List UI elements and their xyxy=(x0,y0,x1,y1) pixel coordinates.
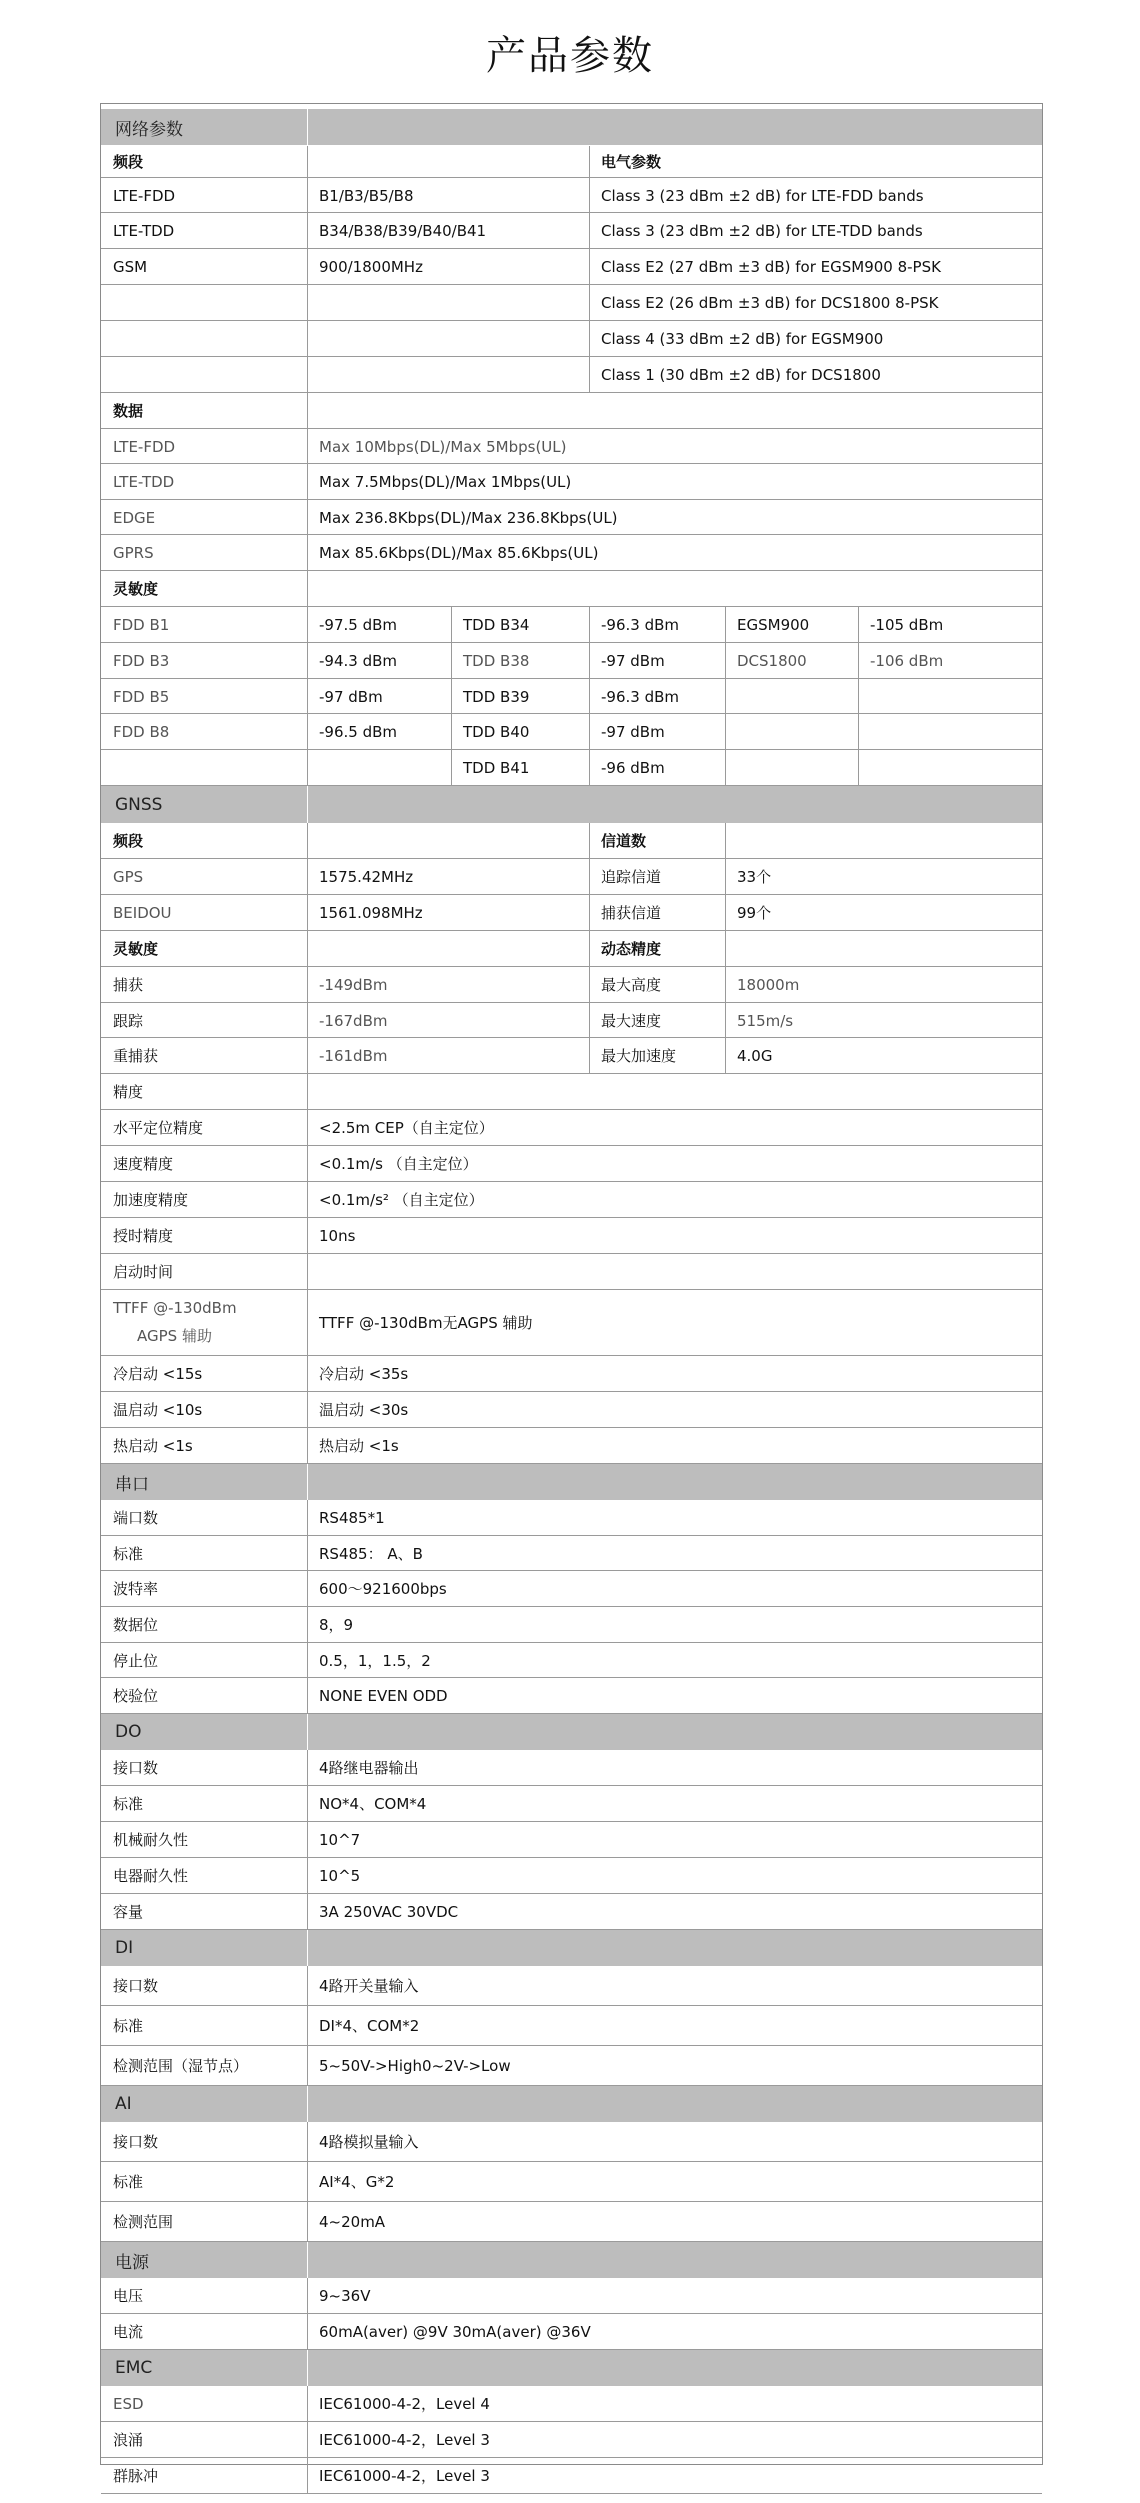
row-divider xyxy=(101,570,1042,571)
param-label: 群脉冲 xyxy=(113,2467,159,2485)
param-value: 捕获信道 xyxy=(601,904,662,922)
param-label: 灵敏度 xyxy=(113,940,159,958)
column-divider xyxy=(307,571,308,607)
param-label: GPRS xyxy=(113,544,154,562)
param-value: 0.5，1，1.5，2 xyxy=(319,1652,431,1670)
param-value: 4路继电器输出 xyxy=(319,1759,419,1777)
param-value: Class 4 (33 dBm ±2 dB) for EGSM900 xyxy=(601,330,884,348)
page-title: 产品参数 xyxy=(486,33,654,79)
param-label: 捕获 xyxy=(113,976,144,994)
column-divider xyxy=(307,750,308,786)
param-value: -149dBm xyxy=(319,976,388,994)
param-value: TDD B39 xyxy=(463,688,530,706)
param-value: 4~20mA xyxy=(319,2213,386,2231)
param-label: 灵敏度 xyxy=(113,580,159,598)
row-divider xyxy=(101,1606,1042,1607)
param-label: 水平定位精度 xyxy=(113,1119,204,1137)
column-divider xyxy=(589,146,590,178)
section-title: 网络参数 xyxy=(115,119,183,140)
param-value: 动态精度 xyxy=(601,940,662,958)
row-divider xyxy=(101,1037,1042,1038)
column-divider xyxy=(589,213,590,249)
section-title: DO xyxy=(115,1722,142,1742)
param-label: 波特率 xyxy=(113,1580,159,1598)
param-label: 启动时间 xyxy=(113,1263,174,1281)
column-divider xyxy=(307,321,308,357)
param-value: Class 1 (30 dBm ±2 dB) for DCS1800 xyxy=(601,366,881,384)
param-value: 最大加速度 xyxy=(601,1047,677,1065)
column-divider xyxy=(307,1110,308,1146)
row-divider xyxy=(101,2493,1042,2494)
column-divider xyxy=(307,967,308,1003)
column-divider xyxy=(451,750,452,786)
row-divider xyxy=(101,428,1042,429)
column-divider xyxy=(307,2122,308,2162)
column-divider xyxy=(307,1146,308,1182)
param-value: TTFF @-130dBm无AGPS 辅助 xyxy=(319,1314,533,1332)
param-label: LTE-FDD xyxy=(113,187,176,205)
param-label: EDGE xyxy=(113,509,156,527)
param-value: 10^5 xyxy=(319,1867,361,1885)
column-divider xyxy=(307,1356,308,1392)
column-divider xyxy=(725,967,726,1003)
row-divider xyxy=(101,2313,1042,2314)
column-divider xyxy=(307,213,308,249)
column-divider xyxy=(307,2006,308,2046)
param-value: -105 dBm xyxy=(870,616,944,634)
row-divider xyxy=(101,2201,1042,2202)
row-divider xyxy=(101,2005,1042,2006)
row-divider xyxy=(101,534,1042,535)
row-divider xyxy=(101,1570,1042,1571)
parameter-table xyxy=(100,103,1043,2485)
column-divider xyxy=(725,643,726,679)
column-divider xyxy=(307,1182,308,1218)
row-divider xyxy=(101,1355,1042,1356)
section-title: DI xyxy=(115,1938,134,1958)
column-divider xyxy=(451,643,452,679)
param-value: Max 7.5Mbps(DL)/Max 1Mbps(UL) xyxy=(319,473,572,491)
param-value: 99个 xyxy=(737,904,772,922)
column-divider xyxy=(307,1392,308,1428)
row-divider xyxy=(101,2161,1042,2162)
column-divider xyxy=(307,2386,308,2422)
column-divider xyxy=(307,1607,308,1643)
section-title: GNSS xyxy=(115,794,163,815)
section-header-serial xyxy=(101,1464,1042,1500)
column-divider xyxy=(589,285,590,321)
row-divider xyxy=(101,678,1042,679)
param-label: 数据位 xyxy=(113,1616,159,1634)
column-divider xyxy=(451,679,452,714)
param-value: Max 236.8Kbps(DL)/Max 236.8Kbps(UL) xyxy=(319,509,618,527)
column-divider xyxy=(589,714,590,750)
row-divider xyxy=(101,1073,1042,1074)
param-label: 容量 xyxy=(113,1903,144,1921)
param-value: 10ns xyxy=(319,1227,356,1245)
column-divider xyxy=(307,1678,308,1714)
param-value: 冷启动 <35s xyxy=(319,1365,409,1383)
section-title: AI xyxy=(115,2094,132,2114)
row-divider xyxy=(101,930,1042,931)
param-label: FDD B3 xyxy=(113,652,170,670)
row-divider xyxy=(101,1535,1042,1536)
param-label: 检测范围 xyxy=(113,2213,174,2231)
column-divider xyxy=(725,895,726,931)
column-divider xyxy=(307,1966,308,2006)
param-value: IEC61000-4-2，Level 3 xyxy=(319,2467,490,2485)
param-value: 1561.098MHz xyxy=(319,904,423,922)
param-value: B34/B38/B39/B40/B41 xyxy=(319,222,487,240)
section-title: 电源 xyxy=(115,2252,149,2273)
param-label: 重捕获 xyxy=(113,1047,159,1065)
row-divider xyxy=(101,966,1042,967)
section-title: 串口 xyxy=(115,1474,149,1495)
column-divider xyxy=(307,1290,308,1356)
param-value: -167dBm xyxy=(319,1012,388,1030)
row-divider xyxy=(101,1002,1042,1003)
param-value: DCS1800 xyxy=(737,652,807,670)
column-divider xyxy=(307,679,308,714)
param-label: 标准 xyxy=(113,2017,144,2035)
param-label: 机械耐久性 xyxy=(113,1831,189,1849)
param-value: 最大速度 xyxy=(601,1012,662,1030)
column-divider xyxy=(307,607,308,643)
row-divider xyxy=(101,320,1042,321)
param-value: IEC61000-4-2，Level 4 xyxy=(319,2395,490,2413)
column-divider xyxy=(589,321,590,357)
row-divider xyxy=(101,177,1042,178)
param-value: -106 dBm xyxy=(870,652,944,670)
param-label-line2: AGPS 辅助 xyxy=(137,1327,212,1345)
row-divider xyxy=(101,212,1042,213)
param-value: <0.1m/s （自主定位） xyxy=(319,1155,478,1173)
row-divider xyxy=(101,1857,1042,1858)
row-divider xyxy=(101,1217,1042,1218)
column-divider xyxy=(307,249,308,285)
param-label: 停止位 xyxy=(113,1652,159,1670)
param-label: BEIDOU xyxy=(113,904,172,922)
column-divider xyxy=(307,1428,308,1464)
column-divider xyxy=(589,823,590,859)
param-label: FDD B8 xyxy=(113,723,170,741)
param-value: 60mA(aver) @9V 30mA(aver) @36V xyxy=(319,2323,591,2341)
param-label: 标准 xyxy=(113,2173,144,2191)
row-divider xyxy=(101,356,1042,357)
column-divider xyxy=(589,607,590,643)
column-divider xyxy=(307,1750,308,1786)
column-divider xyxy=(307,643,308,679)
row-divider xyxy=(101,463,1042,464)
param-value: 4路开关量输入 xyxy=(319,1977,419,1995)
param-value: -96.3 dBm xyxy=(601,616,680,634)
param-label: 检测范围（湿节点） xyxy=(113,2057,249,2075)
row-divider xyxy=(101,1642,1042,1643)
column-divider xyxy=(589,1038,590,1074)
param-value: -96.5 dBm xyxy=(319,723,398,741)
param-value: Class 3 (23 dBm ±2 dB) for LTE-FDD bands xyxy=(601,187,924,205)
param-value: -97 dBm xyxy=(601,652,665,670)
column-divider xyxy=(307,2314,308,2350)
row-divider xyxy=(101,1785,1042,1786)
column-divider xyxy=(858,679,859,714)
param-label: 频段 xyxy=(113,832,144,850)
column-divider xyxy=(589,643,590,679)
column-divider xyxy=(858,643,859,679)
column-divider xyxy=(307,1536,308,1571)
column-divider xyxy=(307,393,308,429)
param-value: 信道数 xyxy=(601,832,647,850)
param-value: AI*4、G*2 xyxy=(319,2173,395,2191)
param-value: 电气参数 xyxy=(601,153,662,171)
param-value: TDD B41 xyxy=(463,759,530,777)
column-divider xyxy=(307,500,308,535)
column-divider xyxy=(307,1500,308,1536)
row-divider xyxy=(101,1181,1042,1182)
param-value: 温启动 <30s xyxy=(319,1401,409,1419)
param-label: 频段 xyxy=(113,153,144,171)
row-divider xyxy=(101,1821,1042,1822)
param-value: 5~50V->High0~2V->Low xyxy=(319,2057,511,2075)
section-header-gnss xyxy=(101,786,1042,823)
param-value: -96 dBm xyxy=(601,759,665,777)
column-divider xyxy=(307,1038,308,1074)
column-divider xyxy=(307,2046,308,2086)
row-divider xyxy=(101,1253,1042,1254)
section-header-emc xyxy=(101,2350,1042,2386)
column-divider xyxy=(307,285,308,321)
param-label: GSM xyxy=(113,258,148,276)
param-value: -161dBm xyxy=(319,1047,388,1065)
row-divider xyxy=(101,713,1042,714)
param-value: 4.0G xyxy=(737,1047,773,1065)
column-divider xyxy=(589,1003,590,1038)
param-value: EGSM900 xyxy=(737,616,810,634)
param-label: LTE-TDD xyxy=(113,473,175,491)
param-value: 最大高度 xyxy=(601,976,662,994)
column-divider xyxy=(307,1571,308,1607)
column-divider xyxy=(307,823,308,859)
row-divider xyxy=(101,642,1042,643)
param-value: TDD B34 xyxy=(463,616,530,634)
row-divider xyxy=(101,858,1042,859)
param-label: 冷启动 <15s xyxy=(113,1365,203,1383)
column-divider xyxy=(725,714,726,750)
param-value: 追踪信道 xyxy=(601,868,662,886)
column-divider xyxy=(858,714,859,750)
param-value: Max 85.6Kbps(DL)/Max 85.6Kbps(UL) xyxy=(319,544,599,562)
row-divider xyxy=(101,392,1042,393)
column-divider xyxy=(307,1218,308,1254)
param-value: -97 dBm xyxy=(601,723,665,741)
column-divider xyxy=(589,249,590,285)
param-label: 接口数 xyxy=(113,1977,159,1995)
param-value: 515m/s xyxy=(737,1012,794,1030)
param-value: 33个 xyxy=(737,868,772,886)
param-value: 1575.42MHz xyxy=(319,868,414,886)
param-value: Max 10Mbps(DL)/Max 5Mbps(UL) xyxy=(319,438,567,456)
param-value: NONE EVEN ODD xyxy=(319,1687,448,1705)
param-label: GPS xyxy=(113,868,144,886)
row-divider xyxy=(101,1289,1042,1290)
param-value: DI*4、COM*2 xyxy=(319,2017,420,2035)
param-label: LTE-FDD xyxy=(113,438,176,456)
param-label: 电器耐久性 xyxy=(113,1867,189,1885)
param-value: RS485*1 xyxy=(319,1509,385,1527)
column-divider xyxy=(589,967,590,1003)
param-value: IEC61000-4-2，Level 3 xyxy=(319,2431,490,2449)
param-value: B1/B3/B5/B8 xyxy=(319,187,414,205)
row-divider xyxy=(101,2457,1042,2458)
column-divider xyxy=(589,931,590,967)
param-value: -97.5 dBm xyxy=(319,616,398,634)
param-label: 精度 xyxy=(113,1083,144,1101)
row-divider xyxy=(101,1391,1042,1392)
column-divider xyxy=(307,1858,308,1894)
param-label: 接口数 xyxy=(113,2133,159,2151)
param-value: TDD B38 xyxy=(463,652,530,670)
section-header-do xyxy=(101,1714,1042,1750)
param-value: 8，9 xyxy=(319,1616,354,1634)
column-divider xyxy=(858,607,859,643)
param-value: TDD B40 xyxy=(463,723,530,741)
param-label: LTE-TDD xyxy=(113,222,175,240)
param-label: 浪涌 xyxy=(113,2431,144,2449)
column-divider xyxy=(307,2458,308,2494)
column-divider xyxy=(307,1894,308,1930)
param-label: 电压 xyxy=(113,2287,144,2305)
param-value: 900/1800MHz xyxy=(319,258,423,276)
row-divider xyxy=(101,749,1042,750)
param-label: 温启动 <10s xyxy=(113,1401,203,1419)
column-divider xyxy=(725,607,726,643)
column-divider xyxy=(725,679,726,714)
param-value: <2.5m CEP（自主定位） xyxy=(319,1119,494,1137)
param-label: 加速度精度 xyxy=(113,1191,189,1209)
param-label: FDD B5 xyxy=(113,688,170,706)
column-divider xyxy=(307,429,308,464)
param-label: FDD B1 xyxy=(113,616,170,634)
column-divider xyxy=(307,1074,308,1110)
column-divider xyxy=(725,859,726,895)
column-divider xyxy=(307,1822,308,1858)
param-value: -94.3 dBm xyxy=(319,652,398,670)
row-divider xyxy=(101,894,1042,895)
column-divider xyxy=(725,1038,726,1074)
param-value: RS485： A、B xyxy=(319,1545,423,1563)
param-value: 9~36V xyxy=(319,2287,371,2305)
param-value: 600～921600bps xyxy=(319,1580,447,1598)
column-divider xyxy=(589,895,590,931)
column-divider xyxy=(307,2278,308,2314)
column-divider xyxy=(451,714,452,750)
param-label: 跟踪 xyxy=(113,1012,144,1030)
param-label: ESD xyxy=(113,2395,144,2413)
param-label: 热启动 <1s xyxy=(113,1437,193,1455)
row-divider xyxy=(101,2421,1042,2422)
column-divider xyxy=(589,679,590,714)
column-divider xyxy=(858,750,859,786)
column-divider xyxy=(451,607,452,643)
param-label: 端口数 xyxy=(113,1509,159,1527)
param-value: 10^7 xyxy=(319,1831,361,1849)
row-divider xyxy=(101,606,1042,607)
column-divider xyxy=(589,178,590,213)
column-divider xyxy=(307,2202,308,2242)
param-value: -97 dBm xyxy=(319,688,383,706)
column-divider xyxy=(589,750,590,786)
row-divider xyxy=(101,499,1042,500)
row-divider xyxy=(101,1893,1042,1894)
column-divider xyxy=(307,2162,308,2202)
column-divider xyxy=(307,895,308,931)
column-divider xyxy=(307,859,308,895)
param-label: 速度精度 xyxy=(113,1155,174,1173)
column-divider xyxy=(307,2422,308,2458)
column-divider xyxy=(307,357,308,393)
section-header-power xyxy=(101,2242,1042,2278)
param-label: 电流 xyxy=(113,2323,144,2341)
row-divider xyxy=(101,1109,1042,1110)
section-title: EMC xyxy=(115,2358,153,2378)
row-divider xyxy=(101,2045,1042,2046)
column-divider xyxy=(307,714,308,750)
section-header-ai xyxy=(101,2086,1042,2122)
column-divider xyxy=(307,1254,308,1290)
param-value: 3A 250VAC 30VDC xyxy=(319,1903,459,1921)
column-divider xyxy=(307,1643,308,1678)
param-label: 数据 xyxy=(113,402,144,420)
column-divider xyxy=(307,146,308,178)
param-label: 标准 xyxy=(113,1545,144,1563)
param-label: 授时精度 xyxy=(113,1227,174,1245)
param-label: TTFF @-130dBm xyxy=(113,1299,237,1317)
column-divider xyxy=(725,823,726,859)
param-label: 标准 xyxy=(113,1795,144,1813)
param-value: NO*4、COM*4 xyxy=(319,1795,427,1813)
param-value: Class 3 (23 dBm ±2 dB) for LTE-TDD bands xyxy=(601,222,923,240)
column-divider xyxy=(307,931,308,967)
row-divider xyxy=(101,1145,1042,1146)
param-value: 18000m xyxy=(737,976,800,994)
section-header-di xyxy=(101,1930,1042,1966)
param-value: <0.1m/s² （自主定位） xyxy=(319,1191,484,1209)
param-value: 热启动 <1s xyxy=(319,1437,399,1455)
row-divider xyxy=(101,1427,1042,1428)
param-value: -96.3 dBm xyxy=(601,688,680,706)
row-divider xyxy=(101,248,1042,249)
column-divider xyxy=(589,357,590,393)
section-header-network xyxy=(101,109,1042,145)
param-value: Class E2 (26 dBm ±3 dB) for DCS1800 8-PSK xyxy=(601,294,939,312)
param-label: 接口数 xyxy=(113,1759,159,1777)
column-divider xyxy=(725,931,726,967)
param-value: 4路模拟量输入 xyxy=(319,2133,419,2151)
param-value: Class E2 (27 dBm ±3 dB) for EGSM900 8-PSK xyxy=(601,258,941,276)
column-divider xyxy=(725,1003,726,1038)
column-divider xyxy=(307,535,308,571)
column-divider xyxy=(307,464,308,500)
row-divider xyxy=(101,284,1042,285)
column-divider xyxy=(307,1786,308,1822)
param-label: 校验位 xyxy=(113,1687,159,1705)
column-divider xyxy=(725,750,726,786)
row-divider xyxy=(101,1677,1042,1678)
column-divider xyxy=(589,859,590,895)
column-divider xyxy=(307,1003,308,1038)
column-divider xyxy=(307,178,308,213)
